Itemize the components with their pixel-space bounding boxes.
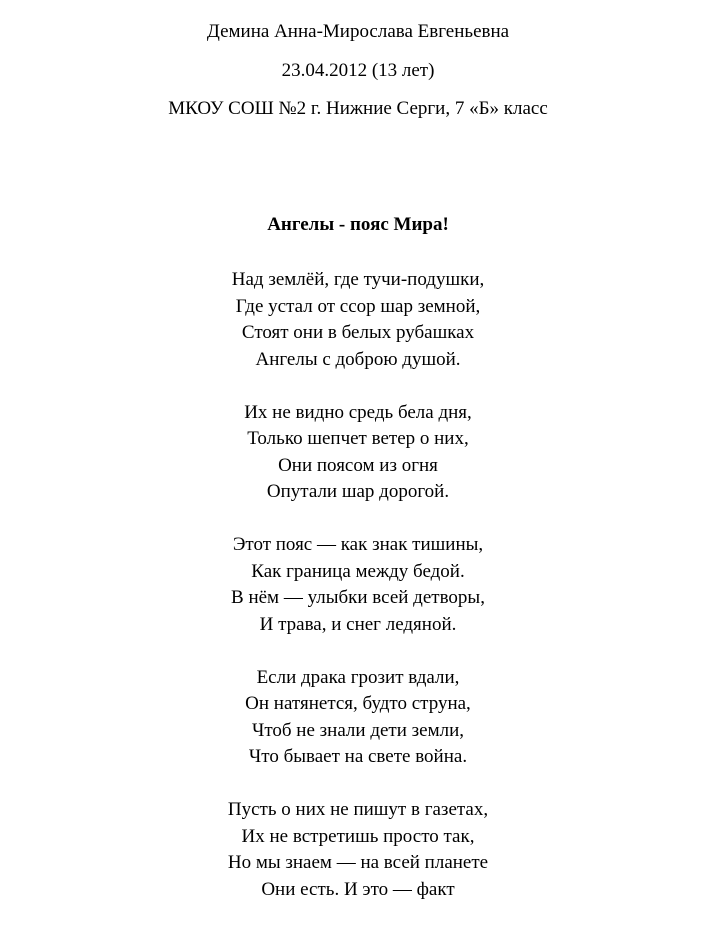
stanza: [0, 665, 716, 771]
stanza: [0, 267, 716, 373]
poem-line: Если драка грозит вдали,: [256, 666, 460, 688]
poem-line: Только шепчет ветер о них,: [247, 428, 469, 449]
author-birthdate: 23.04.2012 (13 лет): [281, 60, 435, 81]
poem-line: Этот пояс — как знак тишины,: [232, 534, 484, 555]
poem-line: Стоят они в белых рубашках: [241, 322, 475, 343]
author-name: Демина Анна-Мирослава Евгеньевна: [206, 21, 510, 42]
stanza: [0, 532, 716, 638]
poem-line: Он натянется, будто струна,: [245, 693, 471, 714]
poem-line: Опутали шар дорогой.: [266, 481, 450, 502]
poem-line: В нём — улыбки всей детворы,: [231, 587, 485, 608]
poem-line: Они есть. И это — факт: [261, 878, 455, 900]
poem-line: Как граница между бедой.: [251, 560, 465, 582]
poem-line: Чтоб не знали дети земли,: [251, 719, 465, 741]
poem-line: Ангелы с доброю душой.: [255, 348, 461, 370]
poem-line: И трава, и снег ледяной.: [259, 613, 457, 635]
poem-line: Но мы знаем — на всей планете: [227, 852, 489, 873]
poem-line: Их не видно средь бела дня,: [244, 401, 472, 423]
poem-title: Ангелы - пояс Мира!: [267, 214, 449, 235]
poem-body: [0, 267, 716, 930]
poem-line: Что бывает на свете война.: [248, 746, 468, 767]
poem-line: Над землёй, где тучи-подушки,: [231, 269, 485, 290]
stanza: [0, 797, 716, 903]
poem-line: Они поясом из огня: [278, 454, 438, 476]
poem-line: Их не встретишь просто так,: [241, 825, 475, 847]
stanza: [0, 400, 716, 506]
school-info: МКОУ СОШ №2 г. Нижние Серги, 7 «Б» класс: [168, 98, 548, 119]
poem-line: Пусть о них не пишут в газетах,: [227, 799, 489, 820]
poem-line: Где устал от ссор шар земной,: [235, 295, 481, 317]
